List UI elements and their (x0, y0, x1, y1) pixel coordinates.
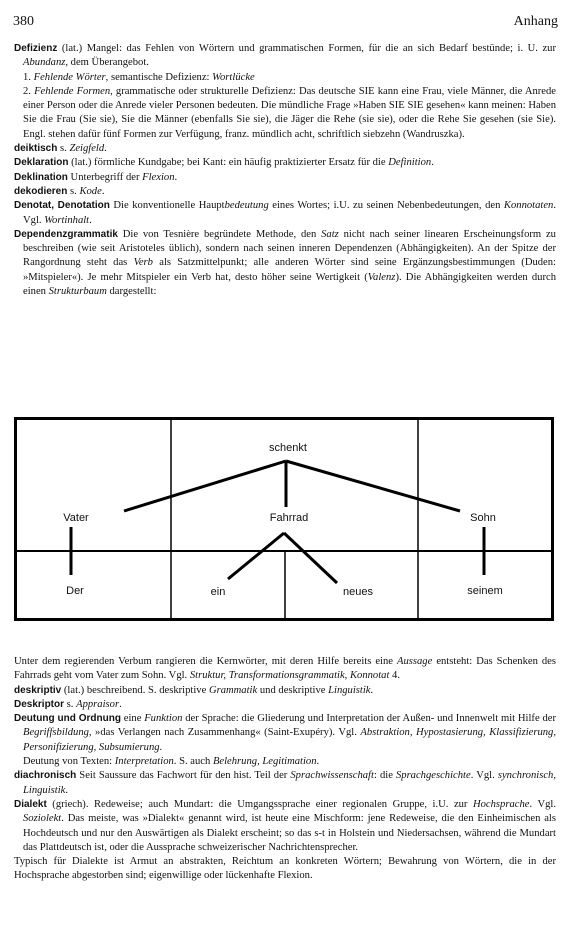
entry-term: Defizienz (14, 43, 58, 54)
edge-schenkt-vater (124, 461, 286, 511)
node-neues: neues (343, 586, 373, 598)
edge-schenkt-sohn (286, 461, 460, 511)
entry-term: Dependenzgrammatik (14, 228, 118, 240)
entry-term: diachronisch (14, 770, 77, 782)
entry-term: Deutung und Ordnung (14, 713, 121, 725)
entry-dependenzgrammatik: Dependenzgrammatik Die von Tesnière begründete Methode, den Satz nicht nach seiner linearen Erscheinungsform zu beschreiben (wie seit Aristoteles üblich), sondern nach seinen inneren Dependenzen (Abhängigkeiten). An der Spitze der Rangordnung steht das Verb als Satzmittelpunkt; alle anderen Wörter sind seine Ergänzungsbestimmungen (Duden: »Mitspieler«). Je mehr Mitspieler ein Verb hat, desto höher seine Wertigkeit (Valenz). Die Abhängigkeiten werden durch einen Strukturbaum dargestellt: (14, 228, 556, 298)
node-der: Der (66, 585, 84, 597)
entry-deklination: Deklination Unterbegriff der Flexion. (14, 171, 178, 183)
entries-bottom (14, 655, 556, 884)
entry-term: Dialekt (14, 798, 47, 810)
entry-dialekt-paragraph-2: Typisch für Dialekte ist Armut an abstrakten, Reichtum an konkreten Wörtern; Bewahrung von Wörtern, die in der Hochsprache abgestorben sind; eigenwillige oder lückenhafte Flexion. (14, 856, 556, 882)
entry-term: deskriptiv (14, 684, 62, 696)
entry-deiktisch: deiktisch s. Zeigfeld. (14, 143, 107, 155)
entry-term: Deklination (14, 171, 68, 183)
entry-term: deiktisch (14, 143, 58, 155)
entry-term: Deskriptor (14, 698, 65, 710)
entry-diachronisch: diachronisch Seit Saussure das Fachwort für den hist. Teil der Sprachwissenschaft: die Sprachgeschichte. Vgl. synchronisch, Linguistik. (14, 770, 556, 796)
entry-defizienz-item-1: 1. Fehlende Wörter, semantische Defizienz: Wortlücke (23, 71, 255, 83)
entry-dialekt: Dialekt (griech). Redeweise; auch Mundart: die Umgangssprache einer regionalen Gruppe, i.U. zur Hochsprache. Vgl. Soziolekt. Das meiste, was »Dialekt« genannt wird, ist heute eine Mischform: jene Redeweise, die den Einheimischen als Hochdeutsch und nur den Auswärtigen als Dialekt erscheint; so das s-t in Holstein und Niedersachsen, während die Mundart das Plattdeutsch ist, oder die Aussprache schweizerischer Nachrichtensprecher. (14, 798, 556, 853)
page-number: 380 (13, 14, 34, 29)
edge-fahrrad-neues (284, 533, 337, 583)
edge-fahrrad-ein (228, 533, 284, 579)
entry-deutung-und-ordnung: Deutung und Ordnung eine Funktion der Sprache: die Gliederung und Interpretation der Außen- und Innenwelt mit Hilfe der Begriffsbildung, »das Verlangen nach Zusammenhang« (Saint-Exupéry). Vgl. Abstraktion, Hypostasierung, Klassifizierung, Personifizierung, Subsumierung. (14, 713, 557, 753)
entry-deutung-sub: Deutung von Texten: Interpretation. S. auch Belehrung, Legitimation. (23, 756, 320, 768)
dependency-tree-diagram (14, 417, 554, 621)
entries-top (14, 42, 556, 299)
node-seinem: seinem (467, 585, 503, 597)
entry-term: Deklaration (14, 157, 69, 169)
node-ein: ein (210, 586, 226, 598)
entry-deskriptiv: deskriptiv (lat.) beschreibend. S. deskriptive Grammatik und deskriptive Linguistik. (14, 684, 374, 696)
entry-term: Denotat, Denotation (14, 200, 110, 212)
entry-defizienz: Defizienz (lat.) Mangel: das Fehlen von Wörtern und grammatischen Formen, für die an sich Bedarf bestünde; i. U. zur Abundanz, dem Überangebot. (14, 43, 556, 69)
entry-dekodieren: dekodieren s. Kode. (14, 185, 105, 197)
dependenz-continuation: Unter dem regierenden Verbum rangieren die Kernwörter, mit deren Hilfe bereits eine Aussage entsteht: Das Schenken des Fahrrads geht vom Vater zum Sohn. Vgl. Struktur, Transformationsgrammatik, Konnotat 4. (14, 656, 556, 682)
entry-defizienz-item-2: 2. Fehlende Formen, grammatische oder strukturelle Defizienz: Das deutsche SIE kann eine Frau, viele Männer, die Anrede einer Person oder die Anrede vieler Personen bedeuten. Die mündliche Frage »Haben SIE SIE gesehen« kann meinen: Haben Sie die Frau (Sie sie), Sie die Männer (ebenfalls Sie sie), die Jäger die Rehe (sie sie), oder die Rehe Sie gesehen (sie Sie). Engl. stehen dafür fünf Formen zur Verfügung, franz. mündlich acht, schriftlich siebzehn (Wandruszka). (23, 85, 556, 140)
node-vater: Vater (63, 512, 89, 524)
entry-denotat: Denotat, Denotation Die konventionelle Hauptbedeutung eines Wortes; i.U. zu seinen Nebenbedeutungen, den Konnotaten. Vgl. Wortinhalt. (14, 200, 556, 226)
node-sohn: Sohn (470, 512, 496, 524)
entry-deskriptor: Deskriptor s. Appraisor. (14, 698, 122, 710)
entry-term: dekodieren (14, 185, 68, 197)
node-fahrrad: Fahrrad (269, 512, 309, 524)
entry-deklaration: Deklaration (lat.) förmliche Kundgabe; bei Kant: ein häufig praktizierter Ersatz für die Definition. (14, 157, 434, 169)
section-title: Anhang (513, 14, 558, 29)
node-schenkt: schenkt (269, 442, 307, 454)
